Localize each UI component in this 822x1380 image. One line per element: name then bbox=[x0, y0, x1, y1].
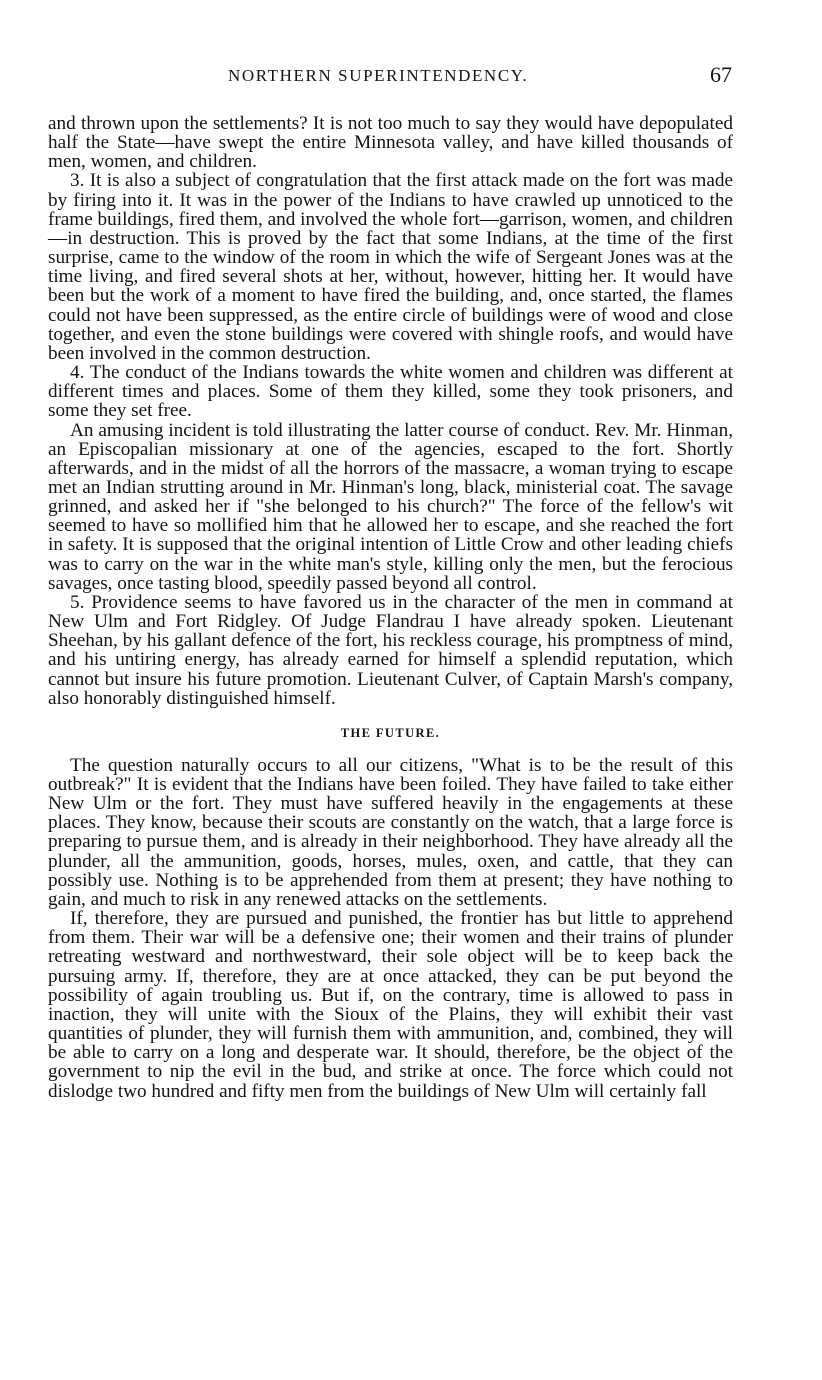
paragraph-hinman-incident: An amusing incident is told illustrating the latter course of conduct. Rev. Mr. Hinman, an Episcopalian missionary at one of the agencies, escaped to the fort. Shortly afterwards, and in the midst of all the horrors of the massacre, a woman trying to escape met an Indian strutting around in Mr. Hinman's long, black, ministerial coat. The savage grinned, and asked her if "she belonged to his church?" The force of the fellow's wit seemed to have so mollified him that he allowed her to escape, and she reached the fort in safety. It is supposed that the original intention of Little Crow and other leading chiefs was to carry on the war in the white man's style, killing only the men, but the ferocious savages, once tasting blood, speedily passed beyond all control. bbox=[48, 419, 733, 594]
paragraph-point-3: 3. It is also a subject of congratulation that the first attack made on the fort was made by firing into it. It was in the power of the Indians to have crawled up unnoticed to the frame buildings, fired them, and involved the whole fort—garrison, women, and children—in destruction. This is proved by the fact that some Indians, at the time of the first surprise, came to the window of the room in which the wife of Sergeant Jones was at the time living, and fired several shots at her, without, however, hitting her. It would have been but the work of a moment to have fired the building, and, once started, the flames could not have been suppressed, as the entire circle of buildings were of wood and close together, and even the stone buildings were covered with shingle roofs, and would have been involved in the common destruction. bbox=[48, 170, 733, 364]
page-number: 67 bbox=[710, 62, 732, 87]
paragraph-point-4: 4. The conduct of the Indians towards the white women and children was different at different times and places. Some of them they killed, some they took prisoners, and some they set free. bbox=[48, 362, 733, 422]
paragraph-future-pursuit: If, therefore, they are pursued and punished, the frontier has but little to apprehend from them. Their war will be a defensive one; their women and their trains of plunder retreating westward and northwestward, their sole object will be to keep back the pursuing army. If, therefore, they are at once attacked, they can be put beyond the possibility of again troubling us. But if, on the contrary, time is allowed to pass in inaction, they will unite with the Sioux of the Plains, they will exhibit their vast quantities of plunder, they will furnish them with ammunition, and, combined, they will be able to carry on a long and desperate war. It should, therefore, be the object of the government to nip the evil in the bud, and strike at once. The force which could not dislodge two hundred and fifty men from the buildings of New Ulm will certainly fall bbox=[48, 908, 733, 1102]
page-header bbox=[48, 62, 732, 96]
paragraph-point-5: 5. Providence seems to have favored us in the character of the men in command at New Ulm and Fort Ridgley. Of Judge Flandrau I have already spoken. Lieutenant Sheehan, by his gallant defence of the fort, his reckless courage, his promptness of mind, and his untiring energy, has already earned for himself a splendid reputation, which cannot but insure his future promotion. Lieutenant Culver, of Captain Marsh's company, also honorably distinguished himself. bbox=[48, 591, 733, 709]
body-text bbox=[48, 114, 733, 1101]
paragraph-future-question: The question naturally occurs to all our citizens, "What is to be the result of this outbreak?" It is evident that the Indians have been foiled. They have failed to take either New Ulm or the fort. They must have suffered heavily in the engagements at these places. They know, because their scouts are constantly on the watch, that a large force is preparing to pursue them, and is already in their neighborhood. They have already all the plunder, all the ammunition, goods, horses, mules, oxen, and cattle, that they can possibly use. Nothing is to be apprehended from them at present; they have nothing to gain, and much to risk in any renewed attacks on the settlements. bbox=[48, 754, 733, 910]
running-head: NORTHERN SUPERINTENDENCY. bbox=[228, 66, 529, 85]
section-heading: THE FUTURE. bbox=[340, 725, 441, 740]
paragraph-continuation: and thrown upon the settlements? It is not too much to say they would have depopulated half the State—have swept the entire Minnesota valley, and have killed thousands of men, women, and children. bbox=[48, 113, 733, 173]
